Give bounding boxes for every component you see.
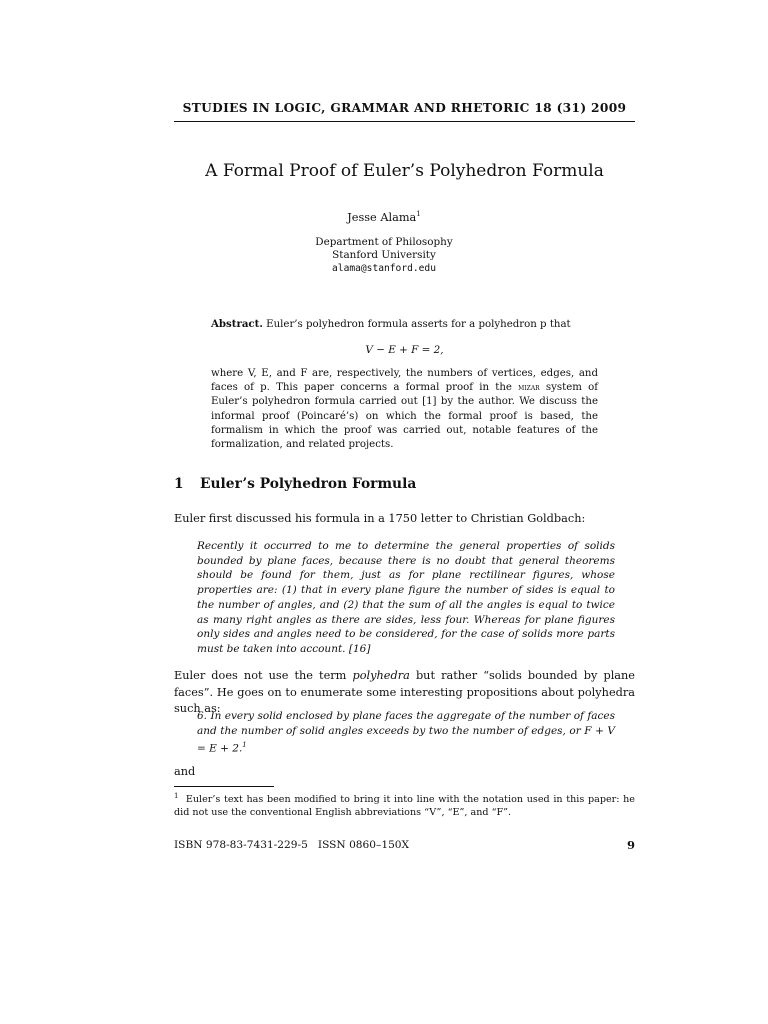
footnote [174,790,635,820]
paragraph-1: Euler first discussed his formula in a 1750 letter to Christian Goldbach: [174,512,586,525]
abstract-lead-text: Euler’s polyhedron formula asserts for a polyhedron p that [266,319,571,330]
paragraph-3: and [174,765,196,778]
author-name [0,210,768,224]
section-number: 1 [174,476,184,492]
author-text: Jesse Alama [347,210,417,224]
author-footnote-mark: 1 [416,210,421,218]
section-title: Euler’s Polyhedron Formula [200,476,417,492]
footer-issn: ISSN 0860–150X [317,839,410,851]
paragraph-2-a: Euler does not use the term [174,669,353,682]
affiliation-univ: Stanford University [332,249,436,261]
abstract-body-1: where V, E, and F are, respectively, the numbers of vertices, edges, and faces of p. This paper concerns a formal proof in the [211,368,598,394]
abstract-lead [211,317,598,332]
euler-quote-2 [197,709,615,757]
mizar-system: mizar [518,383,540,394]
abstract-body [211,367,598,452]
footer-isbn: ISBN 978-83-7431-229-5 [174,839,308,851]
abstract-label: Abstract. [211,318,263,330]
footnote-rule [174,786,274,787]
page-number: 9 [626,838,635,852]
euler-quote-1: Recently it occurred to me to determine the general properties of solids bounded by plane faces, because there is no doubt that general theorems should be found for them, just as for plane rectilinear figures, whose properties are: (1) that in every plane figure the number of sides is equal to the number of angles, and (2) that the sum of all the angles is equal to twice as many right angles as there are sides, less four. Whereas for plane figures only sides and angles need to be considered, for the case of solids more parts must be taken into account. [16] [197,540,615,655]
paragraph-2-b: but rather “solids bounded by plane faces”. He goes on to enumerate some interesting propositions about polyhedra such as: [174,669,635,716]
paragraph-2-term: polyhedra [352,669,410,682]
euler-quote-2-text: 6. In every solid enclosed by plane faces the aggregate of the number of faces and the number of solid angles exceeds by two the number of edges, or F + V = E + 2. [197,710,615,755]
abstract-body-2: system of Euler’s polyhedron formula carried out [1] by the author. We discuss the informal proof (Poincaré’s) on which the formal proof is based, the formalism in which the proof was carried out, notable features of the formalization, and related projects. [211,382,598,451]
footnote-text: Euler’s text has been modified to bring it into line with the notation used in this paper: he did not use the conventional English abbreviations “V”, “E”, and “F”. [174,794,635,818]
author-email[interactable]: alama@stanford.edu [332,263,436,274]
header-rule [174,121,635,122]
journal-header: STUDIES IN LOGIC, GRAMMAR AND RHETORIC 18 (31) 2009 [182,101,627,115]
paper-title: A Formal Proof of Euler’s Polyhedron Formula [205,161,604,181]
quote-footnote-mark: 1 [242,741,247,750]
footnote-mark: 1 [174,792,179,800]
section-heading [174,476,416,492]
euler-formula: V − E + F = 2, [365,344,444,356]
affiliation-dept: Department of Philosophy [315,236,453,248]
